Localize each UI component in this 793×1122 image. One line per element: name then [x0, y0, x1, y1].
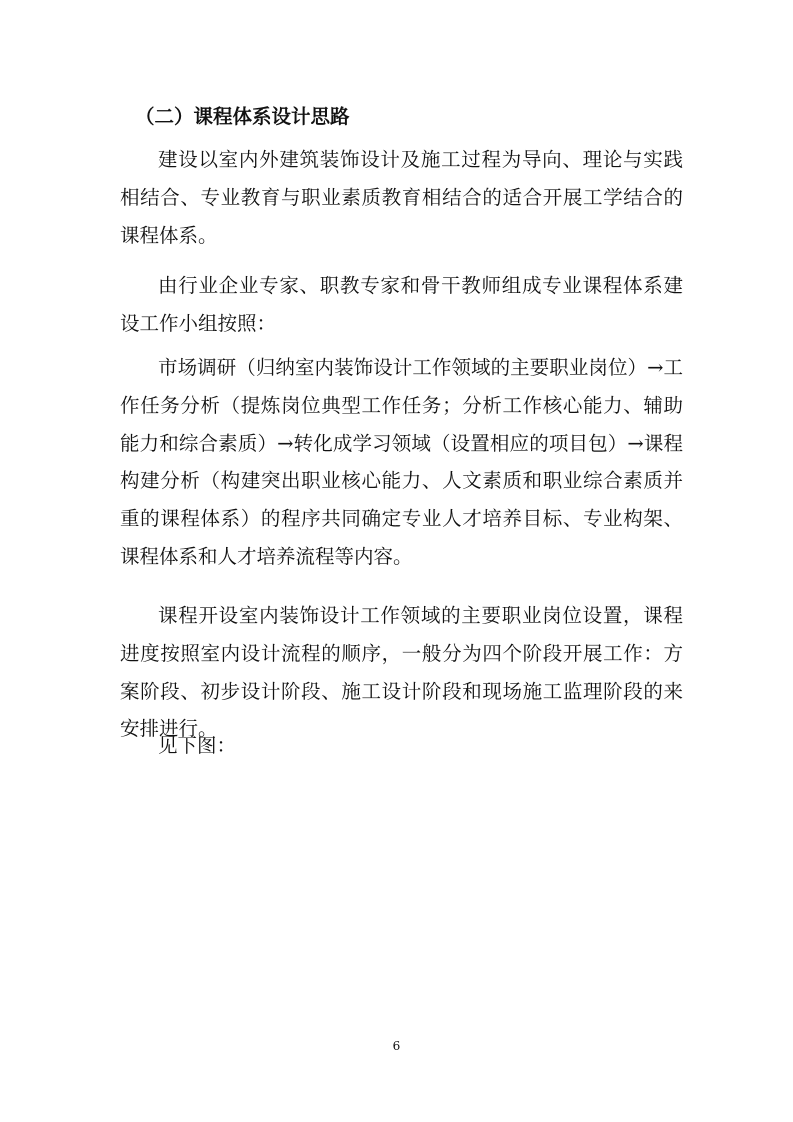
paragraph-course-system-goal: 建设以室内外建筑装饰设计及施工过程为导向、理论与实践相结合、专业教育与职业素质教育相结合的适合开展工学结合的课程体系。 — [120, 148, 683, 247]
paragraph-development-process: 市场调研（归纳室内装饰设计工作领域的主要职业岗位）→工作任务分析（提炼岗位典型工作任务；分析工作核心能力、辅助能力和综合素质）→转化成学习领域（设置相应的项目包）→课程构建分析（构建突出职业核心能力、人文素质和职业综合素质并重的课程体系）的程序共同确定专业人才培养目标、专业构架、课程体系和人才培养流程等内容。 — [120, 356, 683, 568]
section-heading: （二）课程体系设计思路 — [135, 105, 350, 128]
page-number: 6 — [392, 1039, 401, 1053]
paragraph-see-figure: 见下图： — [158, 734, 237, 757]
paragraph-working-group: 由行业企业专家、职教专家和骨干教师组成专业课程体系建设工作小组按照： — [120, 274, 683, 335]
paragraph-course-stages: 课程开设室内装饰设计工作领域的主要职业岗位设置，课程进度按照室内设计流程的顺序，一般分为四个阶段开展工作：方案阶段、初步设计阶段、施工设计阶段和现场施工监理阶段的来安排进行。 — [120, 604, 683, 741]
